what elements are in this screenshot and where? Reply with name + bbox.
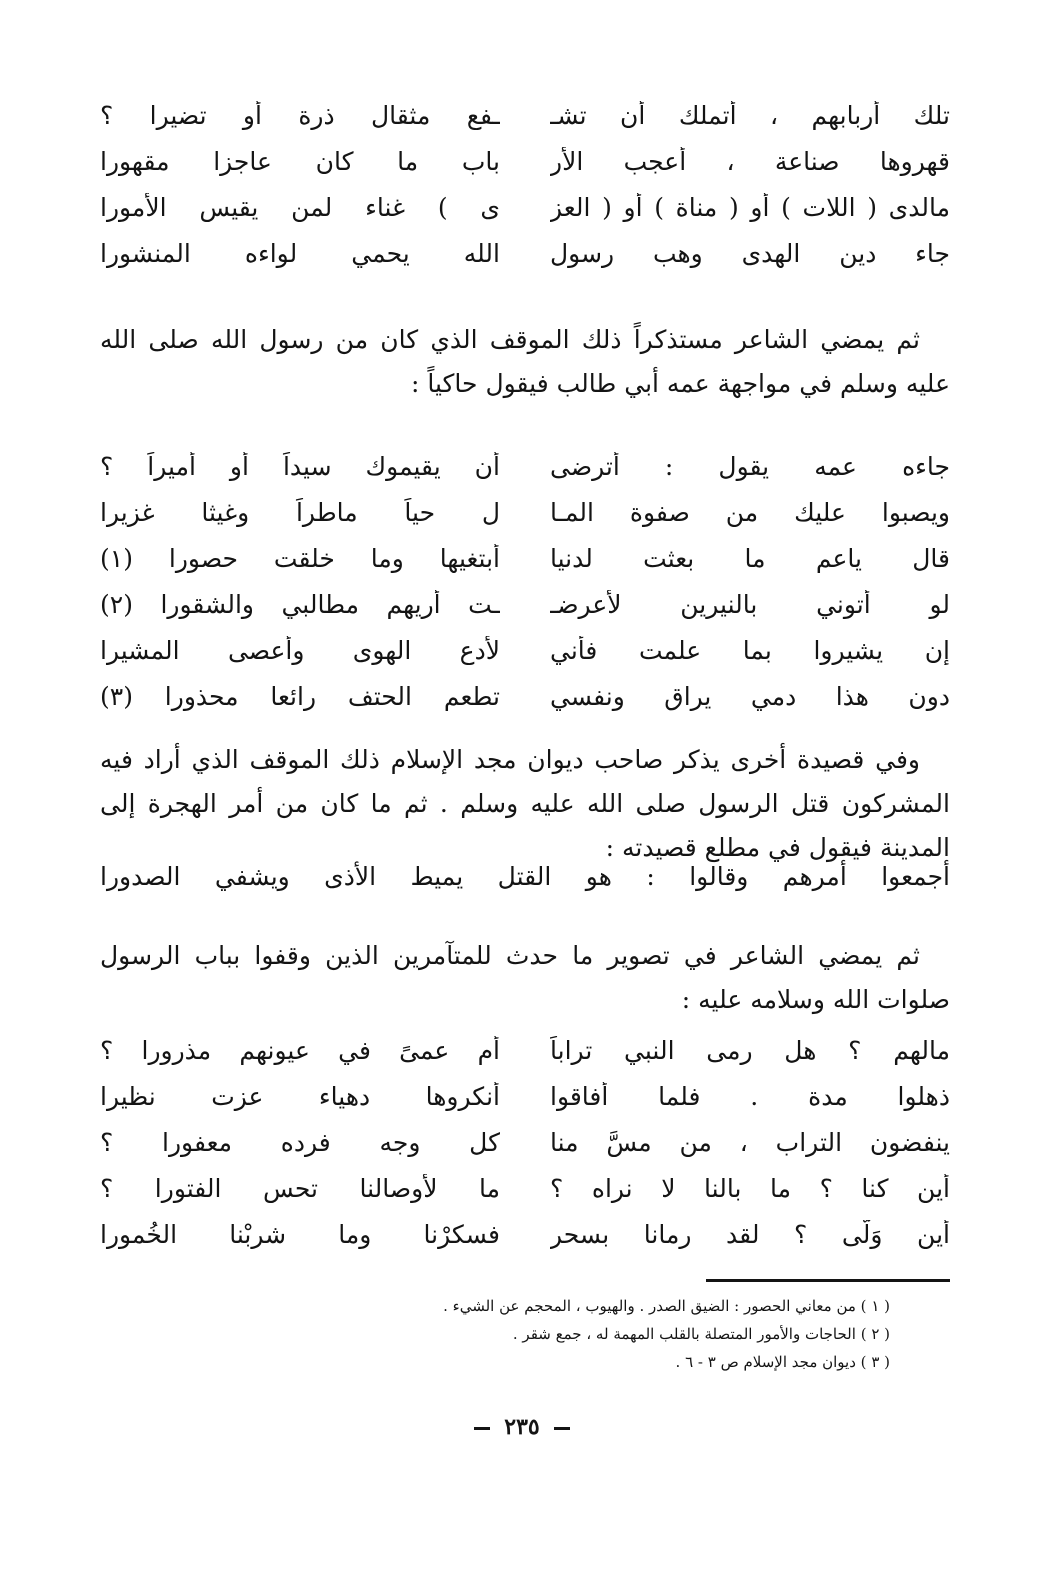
verse-first-hemistich: جاء دين الهدى وهب رسول <box>550 238 950 268</box>
verse-second-hemistich: تطعم الحتف رائعا محذورا (٣) <box>100 681 500 711</box>
verse-second-hemistich: باب ما كان عاجزا مقهورا <box>100 146 500 176</box>
verse <box>100 1211 950 1257</box>
page-number-dash-right <box>554 1427 570 1430</box>
poem-block-1 <box>100 92 950 276</box>
verse-first-hemistich: أين كنا ؟ ما بالنا لا نراه ؟ <box>550 1173 950 1203</box>
verse-first-hemistich: مالدى ( اللات ) أو ( مناة ) أو ( العز <box>550 192 950 222</box>
verse <box>100 138 950 184</box>
verse-first-hemistich: ذهلوا مدة . فلما أفاقوا <box>550 1081 950 1111</box>
verse <box>100 627 950 673</box>
verse <box>100 535 950 581</box>
verse-second-hemistich: ـت أريهم مطالبي والشقورا (٢) <box>100 589 500 619</box>
verse-second-hemistich: ما لأوصالنا تحس الفتورا ؟ <box>100 1173 500 1203</box>
verse <box>100 673 950 719</box>
paragraph-1 <box>100 318 950 406</box>
paragraph-3-text: ثم يمضي الشاعر في تصوير ما حدث للمتآمرين الذين وقفوا بباب الرسول صلوات الله وسلامه عليه : <box>100 941 950 1014</box>
page-number-dash-left <box>474 1427 490 1430</box>
verse-second-hemistich: فسكرْنا وما شربْنا الخُمورا <box>100 1219 500 1249</box>
verse-first-hemistich: إن يشيروا بما علمت فأني <box>550 635 950 665</box>
verse <box>100 489 950 535</box>
footnote-2: ( ٢ ) الحاجات والأمور المتصلة بالقلب المهمة له ، جمع شقر . <box>512 1325 890 1343</box>
verse <box>100 1073 950 1119</box>
verse <box>100 581 950 627</box>
verse-first-hemistich: قهروها صناعة ، أعجب الأر <box>550 146 950 176</box>
verse-second-hemistich: الله يحمي لواءه المنشورا <box>100 238 500 268</box>
verse-second-hemistich: ى ) غناء لمن يقيس الأمورا <box>100 192 500 222</box>
verse-second-hemistich: كل وجه فرده معفورا ؟ <box>100 1127 500 1157</box>
paragraph-3 <box>100 934 950 1022</box>
footnotes <box>400 1292 890 1376</box>
single-verse: أجمعوا أمرهم وقالوا : هو القتل يميط الأذى ويشفي الصدورا <box>100 862 950 891</box>
page-number-area <box>0 1414 1044 1440</box>
poem-block-3 <box>100 1027 950 1257</box>
footnote-1: ( ١ ) من معاني الحصور : الضيق الصدر . والهيوب ، المحجم عن الشيء . <box>443 1297 890 1315</box>
paragraph-2 <box>100 738 950 870</box>
verse <box>100 230 950 276</box>
paragraph-1-text: ثم يمضي الشاعر مستذكراً ذلك الموقف الذي كان من رسول الله صلى الله عليه وسلم في مواجهة عمه أبي طالب فيقول حاكياً : <box>100 325 950 398</box>
page-number: ٢٣٥ <box>504 1414 540 1440</box>
verse-first-hemistich: تلك أربابهم ، أتملك أن تشـ <box>550 100 950 130</box>
verse <box>100 184 950 230</box>
verse-first-hemistich: لو أتوني بالنيرين لأعرضـ <box>550 589 950 619</box>
verse-first-hemistich: جاءه عمه يقول : أترضى <box>550 451 950 481</box>
verse <box>100 92 950 138</box>
verse <box>100 1165 950 1211</box>
verse-first-hemistich: ينفضون التراب ، من مسَّ منا <box>550 1127 950 1157</box>
verse <box>100 443 950 489</box>
verse-second-hemistich: ل حياً ماطراً وغيثا غزيرا <box>100 497 500 527</box>
verse-first-hemistich: قال ياعم ما بعثت لدنيا <box>550 543 950 573</box>
verse-first-hemistich: ويصبوا عليك من صفوة المـا <box>550 497 950 527</box>
verse-first-hemistich: أين وَلَّى ؟ لقد رمانا بسحر <box>550 1219 950 1249</box>
footnote-separator <box>706 1279 950 1282</box>
verse-second-hemistich: أم عمىً في عيونهم مذرورا ؟ <box>100 1035 500 1065</box>
verse <box>100 1119 950 1165</box>
verse-first-hemistich: دون هذا دمي يراق ونفسي <box>550 681 950 711</box>
verse-first-hemistich: مالهم ؟ هل رمى النبي تراباً <box>550 1035 950 1065</box>
paragraph-2-text: وفي قصيدة أخرى يذكر صاحب ديوان مجد الإسلام ذلك الموقف الذي أراد فيه المشركون قتل الرسول صلى الله عليه وسلم . ثم ما كان من أمر الهجرة إلى المدينة فيقول في مطلع قصيدته : <box>100 745 950 862</box>
verse-second-hemistich: ـفع مثقال ذرة أو تضيرا ؟ <box>100 100 500 130</box>
footnote-3: ( ٣ ) ديوان مجد الإسلام ص ٣ - ٦ . <box>675 1353 890 1371</box>
verse-second-hemistich: أبتغيها وما خلقت حصورا (١) <box>100 543 500 573</box>
poem-block-2 <box>100 443 950 719</box>
verse <box>100 1027 950 1073</box>
verse-second-hemistich: لأدع الهوى وأعصى المشيرا <box>100 635 500 665</box>
verse-second-hemistich: أنكروها دهياء عزت نظيرا <box>100 1081 500 1111</box>
verse-second-hemistich: أن يقيموك سيداً أو أميراً ؟ <box>100 451 500 481</box>
